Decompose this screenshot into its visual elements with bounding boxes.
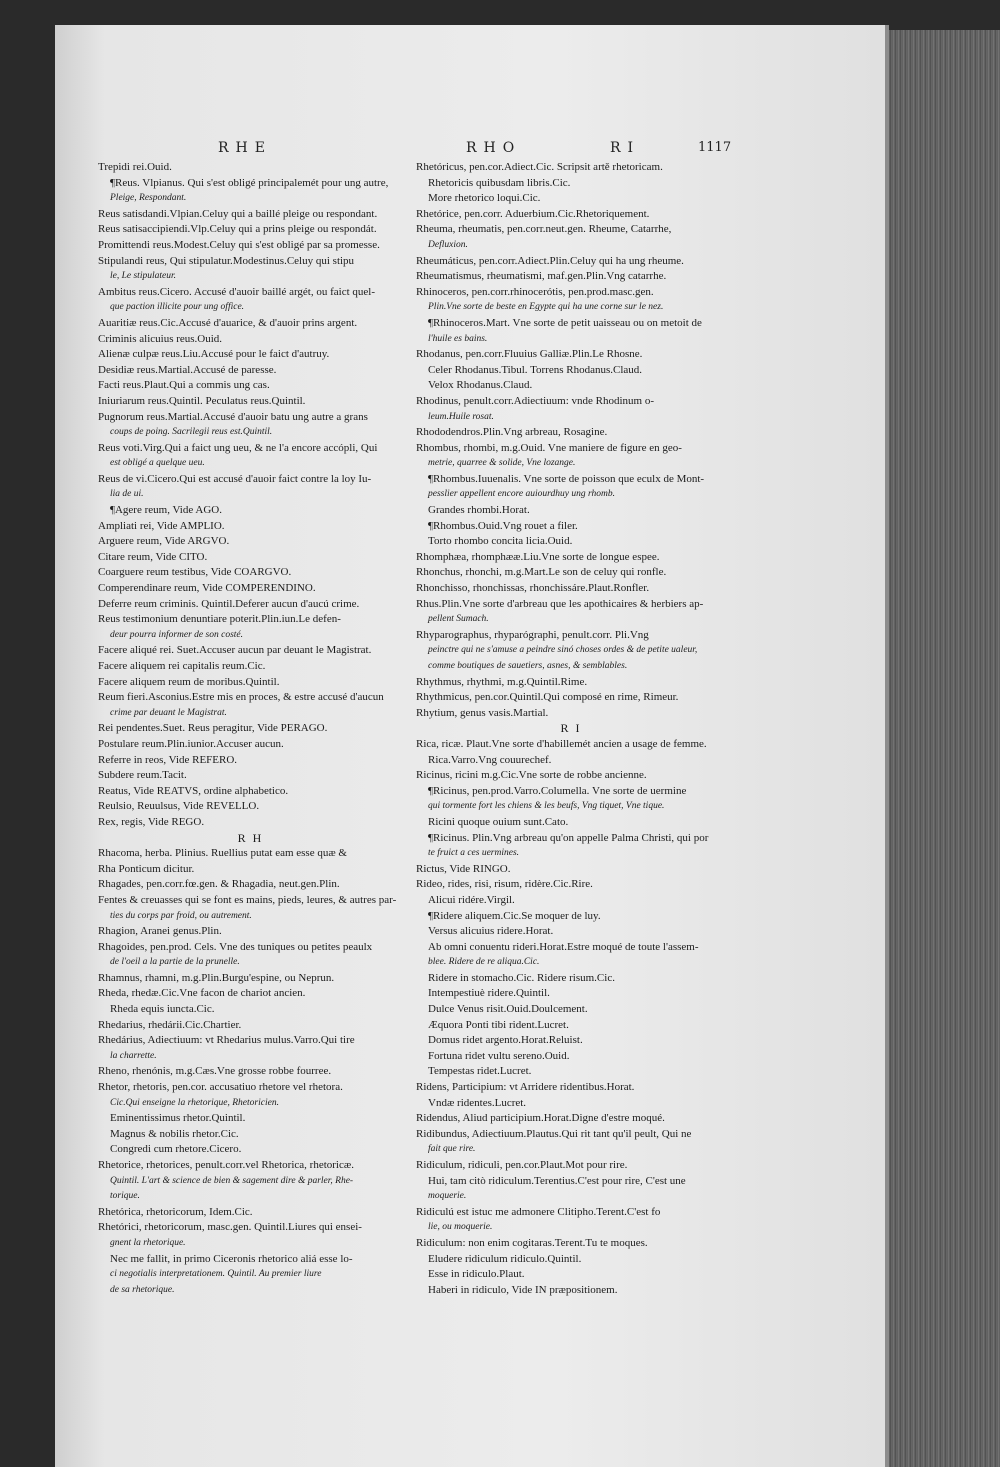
entry-line: ¶Rhinoceros.Mart. Vne sorte de petit uaisseau ou on metoit de	[428, 316, 702, 329]
entry-line: R H	[237, 830, 264, 845]
entry-line: peinctre qui ne s'amuse a peindre sinó choses ordes & de petite ualeur,	[428, 645, 698, 656]
entry-line: Rhyparographus, rhyparógraphi, penult.corr. Pli.Vng	[416, 628, 649, 641]
entry-line: Ricinus, ricini m.g.Cic.Vne sorte de robbe ancienne.	[416, 769, 647, 782]
entry-line: Cic.Qui enseigne la rhetorique, Rhetoricien.	[110, 1097, 279, 1108]
entry-line: Rhombus, rhombi, m.g.Ouid. Vne maniere de figure en geo-	[416, 441, 682, 454]
entry-line: Rheda, rhedæ.Cic.Vne facon de chariot ancien.	[98, 987, 306, 1000]
entry-line: Rhetóricus, pen.cor.Adiect.Cic. Scripsit artě rhetoricam.	[416, 161, 663, 173]
entry-line: Defluxion.	[428, 239, 468, 250]
entry-line: pellent Sumach.	[428, 614, 489, 625]
entry-line: Rhodanus, pen.corr.Fluuius Galliæ.Plin.Le Rhosne.	[416, 348, 643, 361]
entry-line: Coarguere reum testibus, Vide COARGVO.	[98, 566, 292, 579]
entry-line: Facere aliquem rei capitalis reum.Cic.	[98, 660, 266, 672]
entry-line: Reus de vi.Cicero.Qui est accusé d'auoir faict contre la loy Iu-	[98, 472, 372, 485]
entry-line: ¶Agere reum, Vide AGO.	[110, 504, 222, 517]
entry-line: Rheno, rhenónis, m.g.Cæs.Vne grosse robbe fourree.	[98, 1065, 332, 1078]
entry-line: Hui, tam citò ridiculum.Terentius.C'est pour rire, C'est une	[428, 1174, 686, 1187]
entry-line: gnent la rhetorique.	[110, 1237, 186, 1248]
entry-line: Rhetorice, rhetorices, penult.corr.vel Rhetorica, rhetoricæ.	[98, 1159, 354, 1171]
entry-line: Comperendinare reum, Vide COMPERENDINO.	[98, 582, 316, 595]
entry-line: Stipulandi reus, Qui stipulatur.Modestinus.Celuy qui stipu	[98, 254, 355, 267]
entry-line: Rhacoma, herba. Plinius. Ruellius putat eam esse quæ &	[98, 847, 347, 860]
entry-line: Tempestas ridet.Lucret.	[428, 1065, 532, 1078]
right-column	[416, 160, 726, 1298]
entry-line: Rica.Varro.Vng couurechef.	[428, 753, 552, 766]
entry-line: R I	[560, 721, 582, 736]
entry-line: de sa rhetorique.	[110, 1284, 175, 1295]
entry-line: Torto rhombo concita licia.Ouid.	[428, 535, 573, 548]
entry-line: Esse in ridiculo.Plaut.	[428, 1268, 525, 1281]
entry-line: Reus voti.Virg.Qui a faict ung ueu, & ne l'a encore accópli, Qui	[98, 441, 378, 454]
entry-line: Rhinoceros, pen.corr.rhinocerótis, pen.prod.masc.gen.	[416, 285, 654, 298]
entry-line: ci negotialis interpretationem. Quintil. Au premier liure	[110, 1269, 322, 1280]
entry-line: Eminentissimus rhetor.Quintil.	[110, 1112, 246, 1125]
entry-line: ¶Ricinus. Plin.Vng arbreau qu'on appelle Palma Christi, qui por	[428, 831, 709, 844]
entry-line: Reum fieri.Asconius.Estre mis en proces, & estre accusé d'aucun	[98, 691, 384, 704]
entry-line: Arguere reum, Vide ARGVO.	[98, 535, 230, 548]
entry-line: Fortuna ridet vultu sereno.Ouid.	[428, 1049, 570, 1062]
entry-line: Celer Rhodanus.Tibul. Torrens Rhodanus.Claud.	[428, 363, 643, 376]
entry-line: Rhetórice, pen.corr. Aduerbium.Cic.Rhetoriquement.	[416, 207, 650, 220]
entry-line: Referre in reos, Vide REFERO.	[98, 753, 238, 766]
entry-line: te fruict a ces uermines.	[428, 848, 520, 859]
entry-line: Domus ridet argento.Horat.Reluist.	[428, 1034, 583, 1047]
entry-line: Magnus & nobilis rhetor.Cic.	[110, 1127, 239, 1140]
entry-line: leum.Huile rosat.	[428, 411, 494, 422]
entry-line: comme boutiques de sauetiers, asnes, & semblables.	[428, 661, 628, 671]
entry-line: Congredi cum rhetore.Cicero.	[110, 1143, 242, 1156]
entry-line: Iniuriarum reus.Quintil. Peculatus reus.Quintil.	[98, 394, 306, 407]
entry-line: Rictus, Vide RINGO.	[416, 862, 511, 875]
entry-line: Rhythmus, rhythmi, m.g.Quintil.Rime.	[416, 675, 588, 688]
entry-line: Reulsio, Reuulsus, Vide REVELLO.	[98, 800, 260, 813]
entry-line: pesslier appellent encore auiourdhuy ung rhomb.	[428, 489, 615, 500]
entry-line: Rhetor, rhetoris, pen.cor. accusatiuo rhetore vel rhetora.	[98, 1081, 343, 1094]
entry-line: Ridere in stomacho.Cic. Ridere risum.Cic.	[428, 971, 615, 984]
left-column	[98, 160, 403, 1298]
entry-line: que paction illicite pour ung office.	[110, 302, 245, 313]
entry-line: Rhododendros.Plin.Vng arbreau, Rosagine.	[416, 426, 608, 439]
entry-line: Rhetórici, rhetoricorum, masc.gen. Quintil.Liures qui ensei-	[98, 1221, 362, 1234]
entry-line: ties du corps par froid, ou autrement.	[110, 910, 252, 921]
entry-line: Facere aliqué rei. Suet.Accuser aucun par deuant le Magistrat.	[98, 644, 372, 657]
entry-line: fait que rire.	[428, 1144, 476, 1155]
entry-line: Rhus.Plin.Vne sorte d'arbreau que les apothicaires & herbiers ap-	[416, 597, 704, 610]
entry-line: Reus satisaccipiendi.Vlp.Celuy qui a prins pleige ou respondát.	[98, 223, 377, 236]
entry-line: Rhythmicus, pen.cor.Quintil.Qui composé en rime, Rimeur.	[416, 691, 679, 704]
entry-line: Reatus, Vide REATVS, ordine alphabetico.	[98, 784, 289, 797]
entry-line: Grandes rhombi.Horat.	[428, 504, 530, 517]
entry-line: Rideo, rides, risi, risum, ridère.Cic.Rire.	[416, 878, 593, 891]
entry-line: Versus alicuius ridere.Horat.	[428, 925, 554, 938]
entry-line: Vndæ ridentes.Lucret.	[428, 1096, 527, 1109]
entry-line: Rei pendentes.Suet. Reus peragitur, Vide PERAGO.	[98, 722, 328, 735]
entry-line: Promittendi reus.Modest.Celuy qui s'est obligé par sa promesse.	[98, 238, 380, 251]
entry-line: Rica, ricæ. Plaut.Vne sorte d'habillemét ancien a usage de femme.	[416, 737, 707, 750]
page-number: 1117	[698, 140, 732, 155]
entry-line: metrie, quarree & solide, Vne lozange.	[428, 458, 576, 469]
entry-line: moquerie.	[428, 1191, 467, 1202]
entry-line: Rheuma, rheumatis, pen.corr.neut.gen. Rheume, Catarrhe,	[416, 223, 672, 236]
entry-line: Ampliati rei, Vide AMPLIO.	[98, 519, 225, 532]
entry-line: More rhetorico loqui.Cic.	[428, 192, 541, 205]
entry-line: Pleige, Respondant.	[110, 193, 187, 204]
entry-line: Ab omni conuentu rideri.Horat.Estre moqué de toute l'assem-	[428, 940, 699, 953]
entry-line: Rhetórica, rhetoricorum, Idem.Cic.	[98, 1205, 253, 1218]
entry-line: ¶Rhombus.Ouid.Vng rouet a filer.	[428, 519, 578, 532]
entry-line: lia de ui.	[110, 489, 144, 500]
running-head-right: RI	[610, 140, 641, 156]
entry-line: Rhagoides, pen.prod. Cels. Vne des tuniques ou petites peaulx	[98, 940, 373, 953]
entry-line: Alicui ridére.Virgil.	[428, 893, 515, 906]
entry-line: Reus testimonium denuntiare poterit.Plin.iun.Le defen-	[98, 613, 341, 626]
entry-line: lie, ou moquerie.	[428, 1222, 493, 1233]
running-head-left: RHE	[218, 140, 272, 156]
entry-line: le, Le stipulateur.	[110, 271, 176, 282]
entry-line: Rhonchus, rhonchi, m.g.Mart.Le son de celuy qui ronfle.	[416, 566, 667, 579]
entry-line: deur pourra informer de son costé.	[110, 629, 243, 640]
entry-line: Dulce Venus risit.Ouid.Doulcement.	[428, 1003, 588, 1016]
entry-line: torique.	[110, 1191, 140, 1202]
entry-line: Rheumatismus, rheumatismi, maf.gen.Plin.Vng catarrhe.	[416, 270, 667, 283]
entry-line: Rha Ponticum dicitur.	[98, 862, 195, 875]
entry-line: ¶Reus. Vlpianus. Qui s'est obligé principalemét pour ung autre,	[110, 176, 389, 189]
entry-line: Ridiculum: non enim cogitaras.Terent.Tu te moques.	[416, 1236, 648, 1249]
entry-line: Eludere ridiculum ridiculo.Quintil.	[428, 1252, 582, 1265]
entry-line: Ambitus reus.Cicero. Accusé d'auoir baillé argét, ou faict quel-	[98, 285, 375, 298]
entry-line: Deferre reum criminis. Quintil.Deferer aucun d'aucú crime.	[98, 597, 360, 610]
entry-line: Rhonchisso, rhonchissas, rhonchissáre.Plaut.Ronfler.	[416, 582, 650, 595]
entry-line: Haberi in ridiculo, Vide IN præpositionem.	[428, 1283, 618, 1296]
book-fore-edge	[872, 30, 1000, 1467]
entry-line: de l'oeil a la partie de la prunelle.	[110, 957, 240, 968]
entry-line: Alienæ culpæ reus.Liu.Accusé pour le faict d'autruy.	[98, 348, 330, 361]
entry-line: Quintil. L'art & science de bien & sagement dire & parler, Rhe-	[110, 1175, 354, 1186]
entry-line: Ridiculum, ridiculi, pen.cor.Plaut.Mot pour rire.	[416, 1159, 628, 1171]
entry-line: Rhamnus, rhamni, m.g.Plin.Burgu'espine, ou Neprun.	[98, 971, 335, 984]
entry-line: ¶Ricinus, pen.prod.Varro.Columella. Vne sorte de uermine	[428, 784, 687, 797]
entry-line: Rhedarius, rhedárii.Cic.Chartier.	[98, 1018, 242, 1031]
entry-line: Plin.Vne sorte de beste en Egypte qui ha une corne sur le nez.	[428, 302, 664, 313]
entry-line: Desidiæ reus.Martial.Accusé de paresse.	[98, 363, 277, 376]
entry-line: Æquora Ponti tibi rident.Lucret.	[428, 1018, 569, 1031]
entry-line: Citare reum, Vide CITO.	[98, 550, 208, 563]
entry-line: ¶Rhombus.Iuuenalis. Vne sorte de poisson que eculx de Mont-	[428, 472, 705, 485]
entry-line: Velox Rhodanus.Claud.	[428, 379, 533, 392]
entry-line: crime par deuant le Magistrat.	[110, 707, 227, 718]
entry-line: Auaritiæ reus.Cic.Accusé d'auarice, & d'auoir prins argent.	[98, 316, 358, 329]
entry-line: Subdere reum.Tacit.	[98, 769, 187, 782]
entry-line: Rex, regis, Vide REGO.	[98, 815, 205, 828]
running-head-center: RHO	[466, 140, 522, 156]
entry-line: est obligé a quelque ueu.	[110, 458, 205, 469]
entry-line: Rhodinus, penult.corr.Adiectiuum: vnde Rhodinum o-	[416, 394, 655, 407]
entry-line: Ricini quoque ouium sunt.Cato.	[428, 815, 569, 828]
entry-line: Rhomphæa, rhomphææ.Liu.Vne sorte de longue espee.	[416, 550, 660, 563]
entry-line: Rheda equis iuncta.Cic.	[110, 1003, 215, 1016]
entry-line: la charrette.	[110, 1050, 157, 1061]
entry-line: Postulare reum.Plin.iunior.Accuser aucun.	[98, 737, 284, 750]
entry-line: Rhetoricis quibusdam libris.Cic.	[428, 176, 571, 189]
entry-line: Ridibundus, Adiectiuum.Plautus.Qui rit tant qu'il peult, Qui ne	[416, 1127, 692, 1140]
entry-line: l'huile es bains.	[428, 333, 488, 344]
entry-line: ¶Ridere aliquem.Cic.Se moquer de luy.	[428, 909, 601, 922]
entry-line: coups de poing. Sacrilegii reus est.Quintil.	[110, 427, 273, 438]
entry-line: Intempestiuè ridere.Quintil.	[428, 987, 550, 1000]
entry-line: Rhytium, genus vasis.Martial.	[416, 706, 549, 719]
entry-line: Rhagion, Aranei genus.Plin.	[98, 925, 222, 938]
entry-line: Facere aliquem reum de moribus.Quintil.	[98, 675, 280, 688]
entry-line: Rhagades, pen.corr.fœ.gen. & Rhagadia, neut.gen.Plin.	[98, 878, 340, 891]
entry-line: Fentes & creuasses qui se font es mains, pieds, leures, & autres par-	[98, 893, 397, 906]
entry-line: Ridiculú est istuc me admonere Clitipho.Terent.C'est fo	[416, 1205, 661, 1218]
entry-line: qui tormente fort les chiens & les beufs, Vng tiquet, Vne tique.	[428, 801, 665, 812]
entry-line: Rheumáticus, pen.corr.Adiect.Plin.Celuy qui ha ung rheume.	[416, 254, 684, 267]
entry-line: Criminis alicuius reus.Ouid.	[98, 332, 223, 345]
entry-line: Trepidi rei.Ouid.	[98, 161, 172, 173]
entry-line: Nec me fallit, in primo Ciceronis rhetorico aliá esse lo-	[110, 1252, 353, 1265]
entry-line: Rhedárius, Adiectiuum: vt Rhedarius mulus.Varro.Qui tire	[98, 1034, 355, 1047]
entry-line: Ridens, Participium: vt Arridere ridentibus.Horat.	[416, 1081, 635, 1094]
entry-line: Facti reus.Plaut.Qui a commis ung cas.	[98, 379, 270, 392]
entry-line: Pugnorum reus.Martial.Accusé d'auoir batu ung autre a grans	[98, 410, 368, 423]
entry-line: Reus satisdandi.Vlpian.Celuy qui a baillé pleige ou respondant.	[98, 207, 378, 220]
entry-line: blee. Ridere de re aliqua.Cic.	[428, 957, 540, 968]
entry-line: Ridendus, Aliud participium.Horat.Digne d'estre moqué.	[416, 1112, 665, 1125]
